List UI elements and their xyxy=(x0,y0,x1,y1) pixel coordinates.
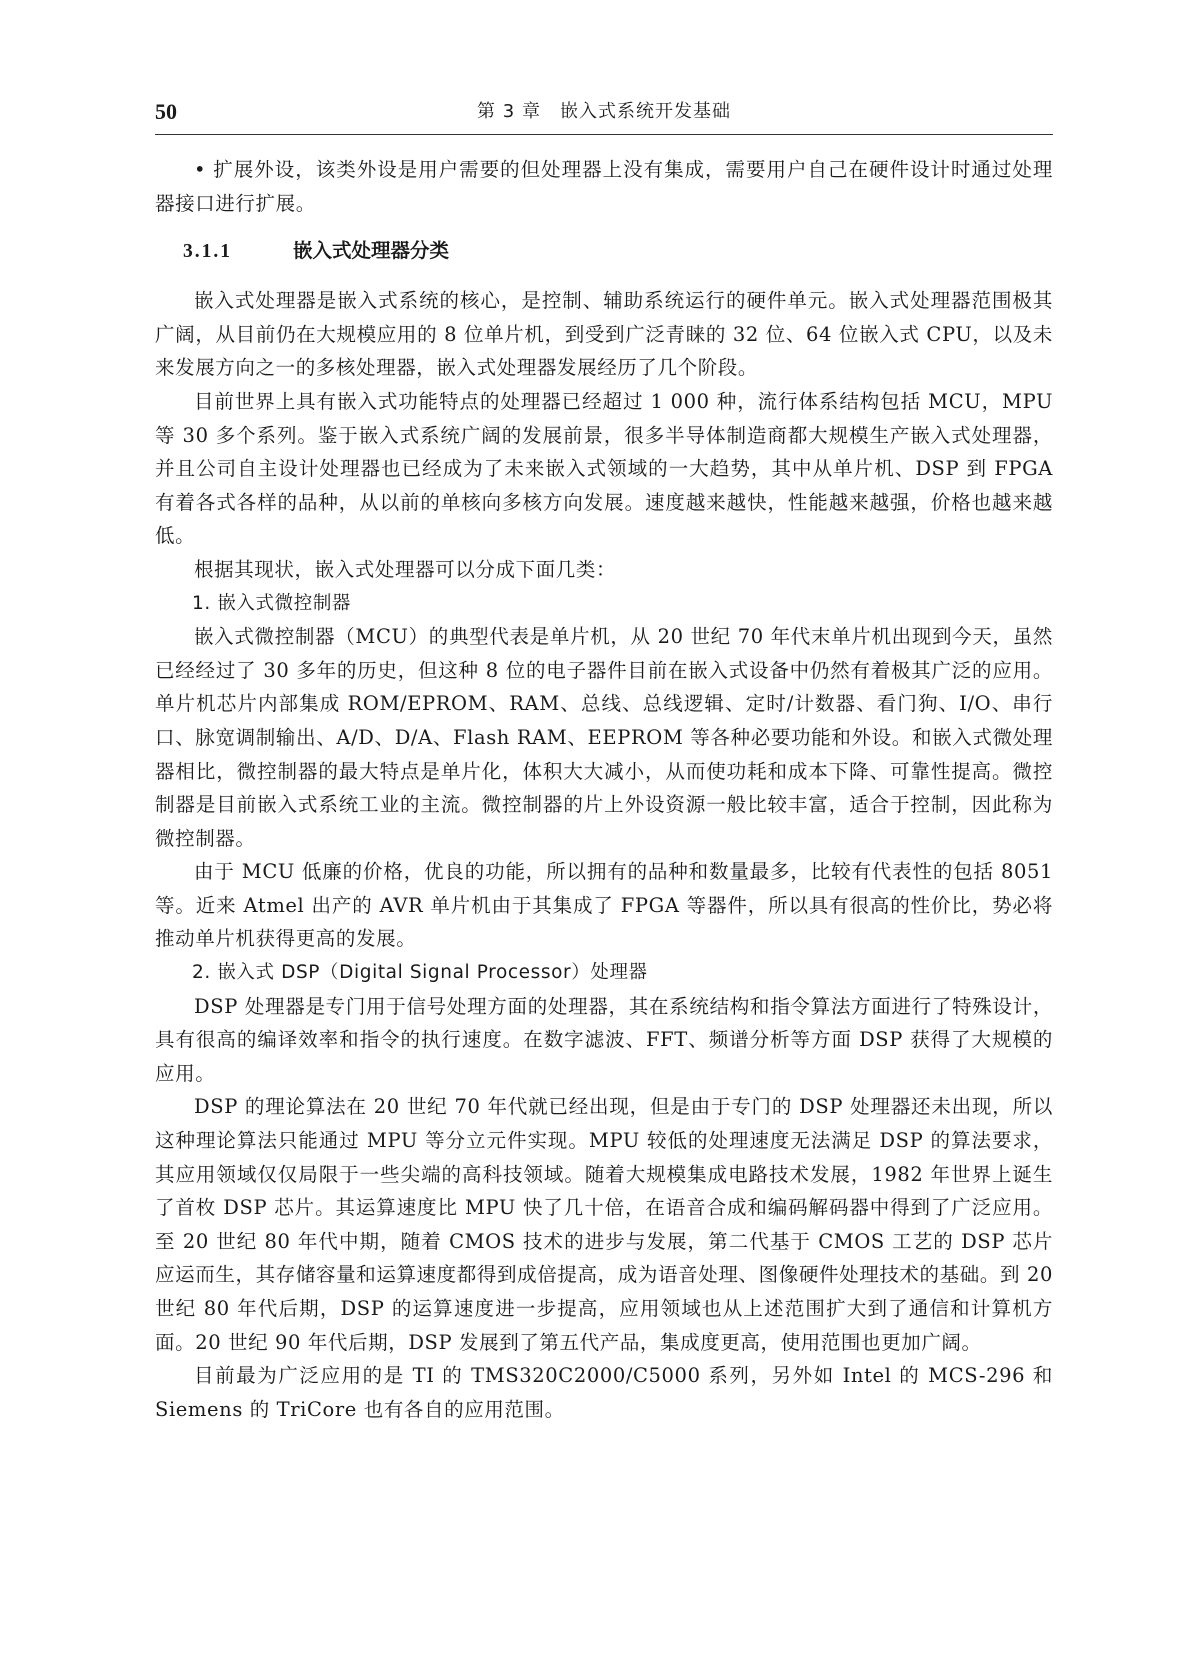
page-header xyxy=(155,98,1053,135)
paragraph-2: 目前世界上具有嵌入式功能特点的处理器已经超过 1 000 种，流行体系结构包括 MCU，MPU 等 30 多个系列。鉴于嵌入式系统广阔的发展前景，很多半导体制造商都大规模生产嵌入式处理器，并且公司自主设计处理器也已经成为了未来嵌入式领域的一大趋势，其中从单片机、DSP 到 FPGA 有着各式各样的品种，从以前的单核向多核方向发展。速度越来越快，性能越来越强，价格也越来越低。 xyxy=(155,389,1053,548)
running-head: 第 3 章 嵌入式系统开发基础 xyxy=(477,101,731,122)
section-title: 嵌入式处理器分类 xyxy=(293,239,450,263)
paragraph-4: 嵌入式微控制器（MCU）的典型代表是单片机，从 20 世纪 70 年代末单片机出现到今天，虽然已经经过了 30 多年的历史，但这种 8 位的电子器件目前在嵌入式设备中仍然有着极其广泛的应用。单片机芯片内部集成 ROM/EPROM、RAM、总线、总线逻辑、定时/计数器、看门狗、I/O、串行口、脉宽调制输出、A/D、D/A、Flash RAM、EEPROM 等各种必要功能和外设。和嵌入式微处理器相比，微控制器的最大特点是单片化，体积大大减小，从而使功耗和成本下降、可靠性提高。微控制器是目前嵌入式系统工业的主流。微控制器的片上外设资源一般比较丰富，适合于控制，因此称为微控制器。 xyxy=(155,625,1053,850)
section-number: 3.1.1 xyxy=(183,241,232,263)
paragraph-1: 嵌入式处理器是嵌入式系统的核心，是控制、辅助系统运行的硬件单元。嵌入式处理器范围极其广阔，从目前仍在大规模应用的 8 位单片机，到受到广泛青睐的 32 位、64 位嵌入式 CPU，以及未来发展方向之一的多核处理器，嵌入式处理器发展经历了几个阶段。 xyxy=(155,289,1053,380)
paragraph-7: DSP 的理论算法在 20 世纪 70 年代就已经出现，但是由于专门的 DSP 处理器还未出现，所以这种理论算法只能通过 MPU 等分立元件实现。MPU 较低的处理速度无法满足 DSP 的算法要求，其应用领域仅仅局限于一些尖端的高科技领域。随着大规模集成电路技术发展，1982 年世界上诞生了首枚 DSP 芯片。其运算速度比 MPU 快了几十倍，在语音合成和编码解码器中得到了广泛应用。至 20 世纪 80 年代中期，随着 CMOS 技术的进步与发展，第二代基于 CMOS 工艺的 DSP 芯片应运而生，其存储容量和运算速度都得到成倍提高，成为语音处理、图像硬件处理技术的基础。到 20 世纪 80 年代后期，DSP 的运算速度进一步提高，应用领域也从上述范围扩大到了通信和计算机方面。20 世纪 90 年代后期，DSP 发展到了第五代产品，集成度更高，使用范围也更加广阔。 xyxy=(155,1095,1053,1354)
section-heading xyxy=(155,234,1053,268)
paragraph-8: 目前最为广泛应用的是 TI 的 TMS320C2000/C5000 系列，另外如 Intel 的 MCS-296 和 Siemens 的 TriCore 也有各自的应用范围。 xyxy=(155,1364,1053,1421)
body-text xyxy=(155,153,1053,1426)
bullet-paragraph: • 扩展外设，该类外设是用户需要的但处理器上没有集成，需要用户自己在硬件设计时通过处理器接口进行扩展。 xyxy=(155,158,1053,215)
paragraph-6: DSP 处理器是专门用于信号处理方面的处理器，其在系统结构和指令算法方面进行了特殊设计，具有很高的编译效率和指令的执行速度。在数字滤波、FFT、频谱分析等方面 DSP 获得了大规模的应用。 xyxy=(155,994,1053,1085)
subheading-dsp: 2. 嵌入式 DSP（Digital Signal Processor）处理器 xyxy=(192,962,648,984)
subheading-mcu: 1. 嵌入式微控制器 xyxy=(192,592,352,614)
paragraph-5: 由于 MCU 低廉的价格，优良的功能，所以拥有的品种和数量最多，比较有代表性的包括 8051 等。近来 Atmel 出产的 AVR 单片机由于其集成了 FPGA 等器件，所以具有很高的性价比，势必将推动单片机获得更高的发展。 xyxy=(155,860,1053,951)
paragraph-3: 根据其现状，嵌入式处理器可以分成下面几类： xyxy=(194,557,617,581)
page-number: 50 xyxy=(155,99,177,124)
